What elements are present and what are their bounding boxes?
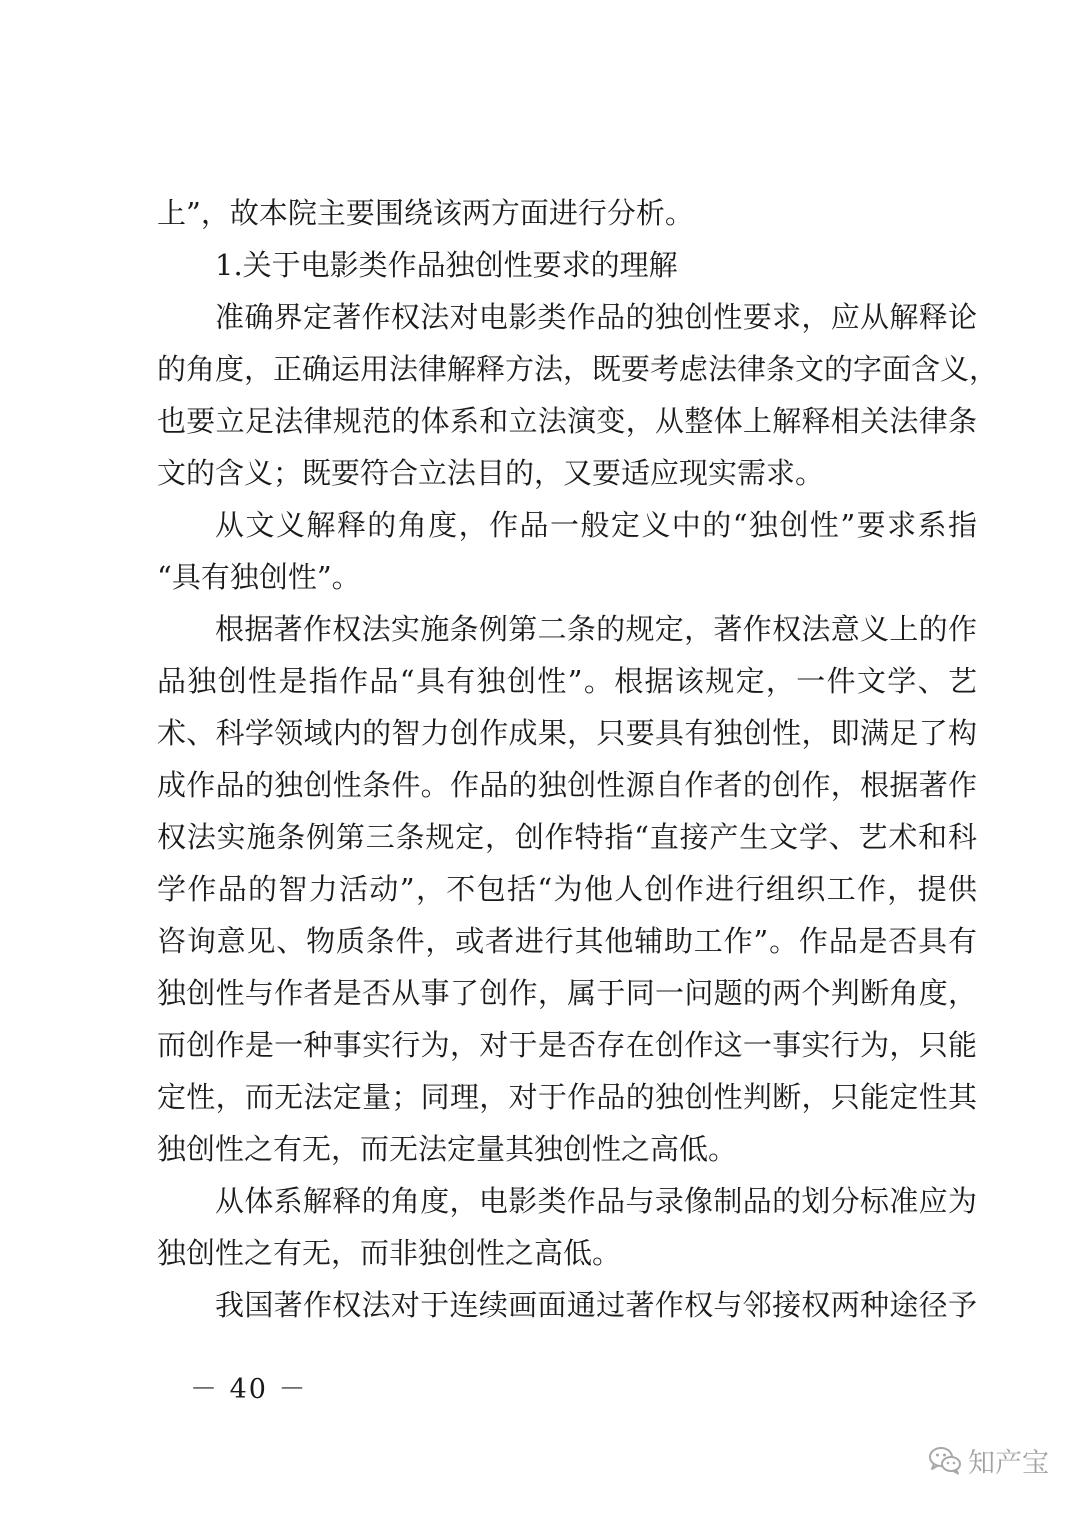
text-line: 独创性之有无，而无法定量其独创性之高低。 [157,1132,738,1166]
text-line: 我国著作权法对于连续画面通过著作权与邻接权两种途径予 [215,1288,977,1322]
text-line: 权法实施条例第三条规定，创作特指“直接产生文学、艺术和科 [157,820,977,854]
text-line: 而创作是一种事实行为，对于是否存在创作这一事实行为，只能 [157,1028,977,1062]
watermark [928,1440,1049,1480]
wechat-icon [928,1445,962,1475]
section-heading: 1.关于电影类作品独创性要求的理解 [215,248,678,282]
text-line: 独创性与作者是否从事了创作，属于同一问题的两个判断角度， [157,976,977,1010]
text-line: 成作品的独创性条件。作品的独创性源自作者的创作，根据著作 [157,768,977,802]
text-line: 从体系解释的角度，电影类作品与录像制品的划分标准应为 [215,1184,977,1218]
text-line: 上”，故本院主要围绕该两方面进行分析。 [157,196,694,230]
text-line: 学作品的智力活动”，不包括“为他人创作进行组织工作，提供 [157,872,977,906]
text-line: 准确界定著作权法对电影类作品的独创性要求，应从解释论 [215,300,977,334]
watermark-text: 知产宝 [968,1447,1049,1479]
text-line: 独创性之有无，而非独创性之高低。 [157,1236,622,1270]
text-line: 根据著作权法实施条例第二条的规定，著作权法意义上的作 [215,612,977,646]
text-line: “具有独创性”。 [157,560,361,594]
text-line: 品独创性是指作品“具有独创性”。根据该规定，一件文学、艺 [157,664,977,698]
text-line: 定性，而无法定量；同理，对于作品的独创性判断，只能定性其 [157,1080,977,1114]
text-line: 咨询意见、物质条件，或者进行其他辅助工作”。作品是否具有 [157,924,977,958]
page-number: － 40 － [190,1374,308,1405]
text-line: 的角度，正确运用法律解释方法，既要考虑法律条文的字面含义， [157,352,999,386]
text-line: 文的含义；既要符合立法目的，又要适应现实需求。 [157,456,825,490]
text-line: 术、科学领域内的智力创作成果，只要具有独创性，即满足了构 [157,716,977,750]
text-line: 从文义解释的角度，作品一般定义中的“独创性”要求系指 [215,508,977,542]
text-line: 也要立足法律规范的体系和立法演变，从整体上解释相关法律条 [157,404,977,438]
